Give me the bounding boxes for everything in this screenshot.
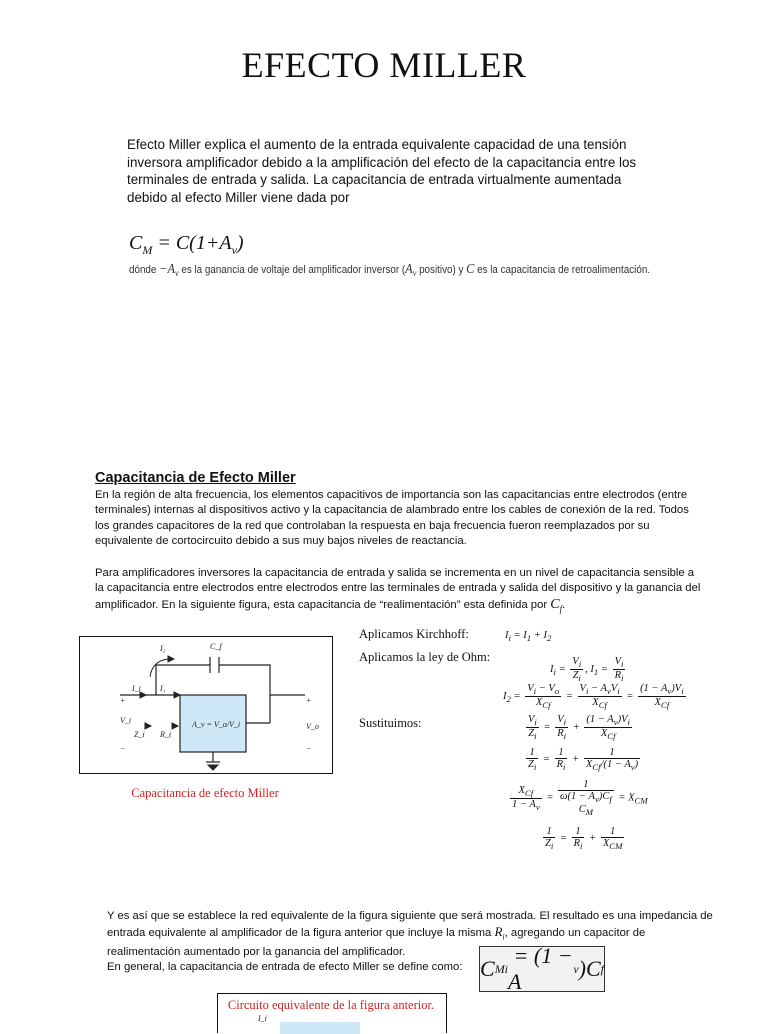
closing-paragraph: Y es así que se establece la red equivalente de la figura siguiente que será mostrada. El resultado es una impedancia de entrada equivalente al amplificador de la figura anterior que incluye la misma $R_i$, agregando un capacitor de realimentación aumentado por la ganancia del amplificador. En general, la capacitancia de entrada de efecto Miller se define como: — [107, 910, 713, 974]
miller-circuit-figure — [79, 636, 333, 774]
svg-text:R_i: R_i — [160, 730, 172, 739]
section-paragraph-1: En la región de alta frecuencia, los elementos capacitivos de importancia son las capacitancias entre electrodos (entre terminales) internas al dispositivos activo y la capacitancia de alambrado entre los cables de conexión de la red. Todos los grandes capacitores de la red que controlaban la respuesta en baja frecuencia fueron reemplazados por su equivalente de cortocircuito debido a sus muy bajos niveles de reactancia. — [95, 489, 689, 547]
ohm-label: Aplicamos la ley de Ohm: — [359, 650, 491, 664]
section-paragraph-2: Para amplificadores inversores la capacitancia de entrada y salida se incrementa en un nivel de capacitancia sensible a la capacitancia entre electrodos entre electrodos entre las terminales de entrada y salida del dispositivo y la ganancia del amplificador. En la siguiente figura, esta capacitancia de “realimentación” esta definida por $C_f$. — [95, 567, 701, 614]
svg-text:+: + — [120, 696, 126, 705]
svg-text:+: + — [306, 696, 312, 705]
figure1-caption: Capacitancia de efecto Miller — [131, 786, 279, 800]
equivalent-circuit-figure — [217, 993, 447, 1033]
figure2-caption: Circuito equivalente de la figura anterior. — [227, 998, 435, 1012]
svg-text:−: − — [120, 744, 126, 753]
page-title: EFECTO MILLER — [241, 45, 527, 85]
svg-text:V_o: V_o — [306, 722, 319, 731]
svg-text:Z_i: Z_i — [134, 730, 145, 739]
substitute-equation-1: $\frac{V_i}{Z_i}$ = $\frac{V_i}{R_i}$ + $\frac{(1 - A_v)V_i}{X_{Cf}}$ — [528, 714, 630, 742]
svg-text:A_v = V_o/V_i: A_v = V_o/V_i — [192, 720, 241, 729]
svg-text:C_f: C_f — [210, 642, 222, 651]
section-heading: Capacitancia de Efecto Miller — [95, 470, 296, 486]
miller-formula-description: dónde $-A_v$ es la ganancia de voltaje del amplificador inversor ($A_v$ positivo) y C es la capacitancia de retroalimentación. — [129, 262, 651, 280]
ohm-equation-i2: $I_2$ = $\frac{V_i - V_o}{X_{Cf}}$ = $\frac{V_i - A_vV_i}{X_{Cf}}$ = $\frac{(1 - A_v)V_i}{X_{Cf}}$ — [503, 683, 684, 711]
svg-text:I₂: I₂ — [160, 644, 166, 653]
substitute-label: Sustituimos: — [359, 716, 422, 730]
substitute-equation-3: $\frac{X_{Cf}}{1 - A_v}$ = 1 $\omega(1 - A_v)C_f$ $C_M$ = $X_{CM}$ — [512, 779, 648, 818]
equivalent-circuit-diagram — [218, 994, 445, 1034]
kirchhoff-equation: $I_i = I_1 + I_2$ — [505, 630, 552, 644]
substitute-equation-4: $\frac{1}{Z_i}$ = $\frac{1}{R_i}$ + $\frac{1}{X_{CM}}$ — [545, 826, 623, 852]
svg-text:V_i: V_i — [120, 716, 132, 725]
kirchhoff-label: Aplicamos Kirchhoff: — [359, 627, 469, 641]
miller-circuit-diagram — [80, 637, 331, 772]
svg-text:−: − — [306, 744, 312, 753]
svg-text:I₁: I₁ — [160, 684, 166, 693]
miller-capacitance-formula: $C_M = C(1+A_v)$ — [129, 232, 244, 257]
intro-paragraph: Efecto Miller explica el aumento de la entrada equivalente capacidad de una tensión inversora amplificador debido a la amplificación del efecto de la capacitancia entre los terminales de entrada y salida. La capacitancia de entrada virtualmente aumentada debido al efecto Miller viene dada por — [127, 137, 637, 205]
miller-input-capacitance-formula: C Mi = (1 − A v )C f — [480, 943, 604, 994]
ohm-equation-currents: $I_i$ = $\frac{V_i}{Z_i}$ , $I_1$ = $\frac{V_i}{R_i}$ — [550, 656, 624, 684]
svg-text:I_i: I_i — [132, 684, 141, 693]
substitute-equation-2: $\frac{1}{Z_i}$ = $\frac{1}{R_i}$ + $\frac{1}{X_{Cf}/(1 - A_v)}$ — [528, 747, 639, 773]
svg-text:I_i: I_i — [258, 1014, 267, 1023]
